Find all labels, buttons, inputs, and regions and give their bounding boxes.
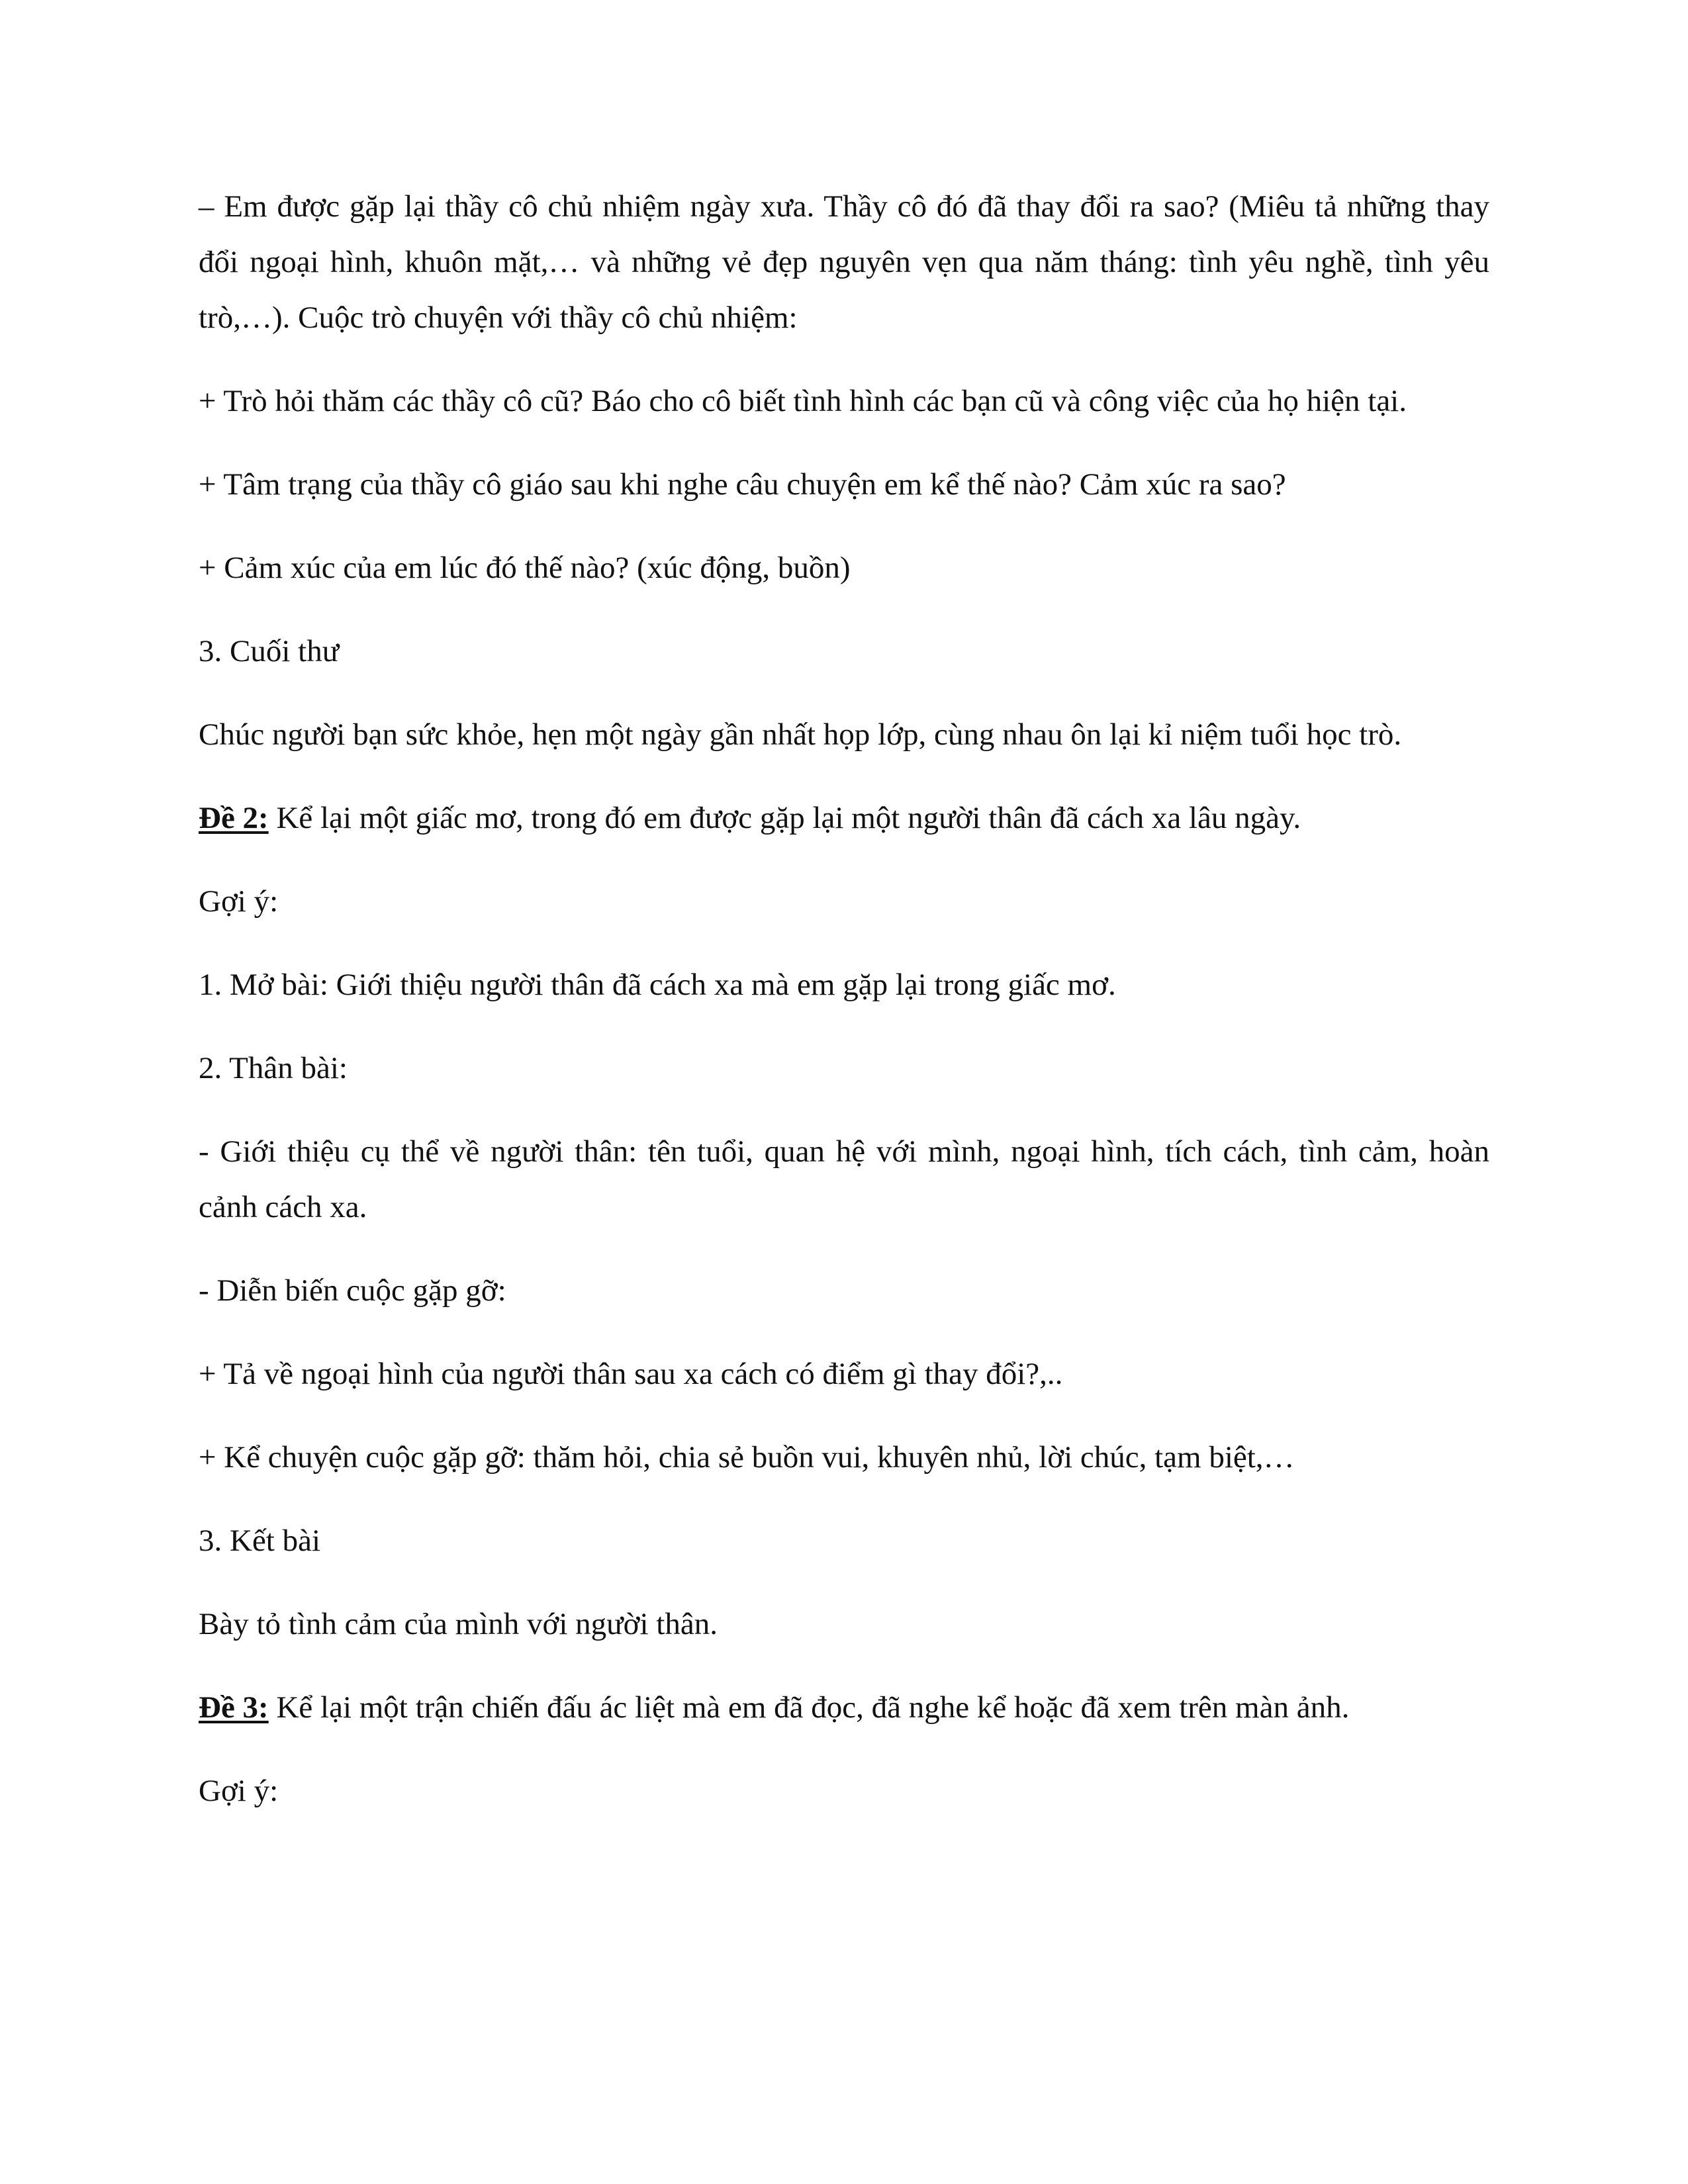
hint-label-2: Gợi ý: [199, 1774, 279, 1808]
paragraph-teacher-mood: + Tâm trạng của thầy cô giáo sau khi nghe câu chuyện em kể thế nào? Cảm xúc ra sao? [199, 467, 1286, 502]
hint-label: Gợi ý: [199, 884, 279, 919]
paragraph-express-feelings: Bày tỏ tình cảm của mình với người thân. [199, 1607, 718, 1641]
exercise-2-label: Đề 2: [199, 801, 269, 835]
exercise-3-prompt [199, 1680, 1489, 1735]
section-intro: 1. Mở bài: Giới thiệu người thân đã cách xa mà em gặp lại trong giấc mơ. [199, 968, 1116, 1002]
paragraph-describe-appearance: + Tả về ngoại hình của người thân sau xa cách có điểm gì thay đổi?,.. [199, 1357, 1063, 1391]
paragraph-introduce-relative: - Giới thiệu cụ thể về người thân: tên tuổi, quan hệ với mình, ngoại hình, tích cách, tình cảm, hoàn cảnh cách xa. [199, 1134, 1489, 1224]
exercise-2-prompt [199, 790, 1489, 846]
exercise-3-label: Đề 3: [199, 1690, 269, 1725]
paragraph-teacher-meeting: – Em được gặp lại thầy cô chủ nhiệm ngày xưa. Thầy cô đó đã thay đổi ra sao? (Miêu tả những thay đổi ngoại hình, khuôn mặt,… và những vẻ đẹp nguyên vẹn qua năm tháng: tình yêu nghề, tình yêu trò,…). Cuộc trò chuyện với thầy cô chủ nhiệm: [199, 189, 1489, 335]
exercise-3-text: Kể lại một trận chiến đấu ác liệt mà em đã đọc, đã nghe kể hoặc đã xem trên màn ảnh. [268, 1690, 1350, 1725]
paragraph-own-feelings: + Cảm xúc của em lúc đó thế nào? (xúc động, buồn) [199, 551, 851, 585]
exercise-2-text: Kể lại một giấc mơ, trong đó em được gặp lại một người thân đã cách xa lâu ngày. [268, 801, 1301, 835]
section-body: 2. Thân bài: [199, 1051, 348, 1085]
paragraph-ask-teachers: + Trò hỏi thăm các thầy cô cũ? Báo cho cô biết tình hình các bạn cũ và công việc của họ hiện tại. [199, 384, 1407, 418]
section-conclusion: 3. Kết bài [199, 1524, 321, 1558]
paragraph-tell-meeting: + Kể chuyện cuộc gặp gỡ: thăm hỏi, chia sẻ buồn vui, khuyên nhủ, lời chúc, tạm biệt,… [199, 1440, 1295, 1475]
document-page [199, 179, 1489, 1846]
paragraph-wishes: Chúc người bạn sức khỏe, hẹn một ngày gần nhất họp lớp, cùng nhau ôn lại kỉ niệm tuổi học trò. [199, 717, 1402, 752]
section-heading-end-letter: 3. Cuối thư [199, 634, 340, 668]
paragraph-meeting-progress: - Diễn biến cuộc gặp gỡ: [199, 1273, 506, 1308]
